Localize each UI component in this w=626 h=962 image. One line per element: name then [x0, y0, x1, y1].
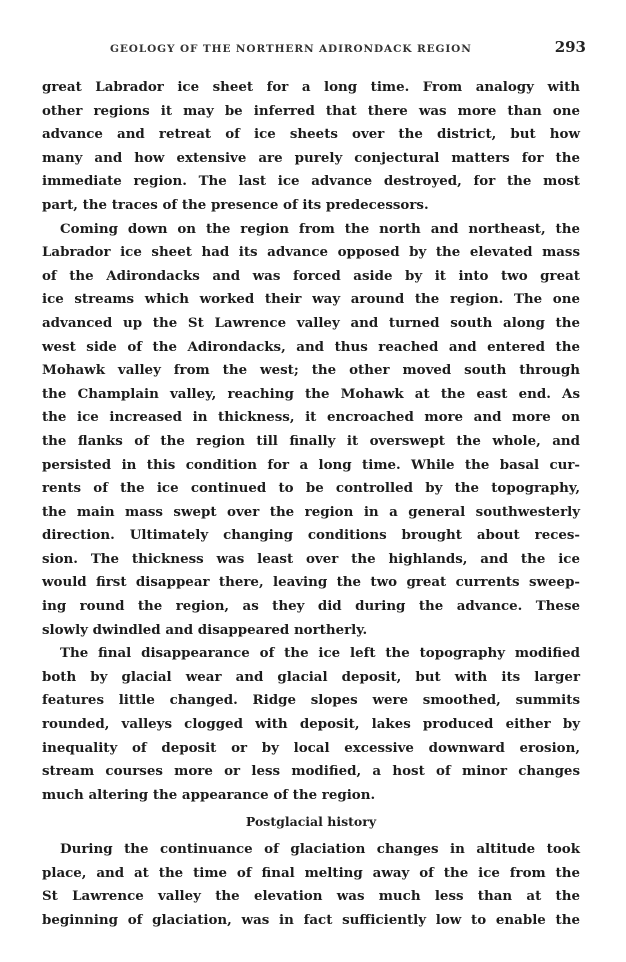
- text-line: would first disappear there, leaving the two great currents sweep-: [42, 574, 580, 591]
- page-header: [110, 38, 586, 56]
- text-line: During the continuance of glaciation changes in altitude took: [60, 841, 580, 857]
- running-head: GEOLOGY OF THE NORTHERN ADIRONDACK REGION: [110, 43, 472, 55]
- text-line: great Labrador ice sheet for a long time. From analogy with: [42, 79, 580, 95]
- text-line: both by glacial wear and glacial deposit, but with its larger: [42, 668, 580, 685]
- text-line: west side of the Adirondacks, and thus reached and entered the: [42, 338, 580, 355]
- text-line: Mohawk valley from the west; the other moved south through: [42, 362, 580, 379]
- text-line: the main mass swept over the region in a general southwesterly: [42, 503, 580, 520]
- text-line: inequality of deposit or by local excessive downward erosion,: [42, 739, 580, 756]
- section-heading: Postglacial history: [245, 814, 377, 830]
- text-line: the flanks of the region till finally it overswept the whole, and: [42, 432, 580, 449]
- text-line: ice streams which worked their way around the region. The one: [42, 291, 580, 308]
- text-line: the ice increased in thickness, it encroached more and more on: [42, 409, 580, 426]
- text-line: sion. The thickness was least over the highlands, and the ice: [42, 550, 580, 567]
- paragraph: [42, 642, 580, 807]
- text-line: direction. Ultimately changing conditions brought about reces-: [42, 527, 580, 544]
- text-line: features little changed. Ridge slopes were smoothed, summits: [42, 692, 580, 709]
- text-line: much altering the appearance of the region.: [42, 786, 376, 803]
- text-line: Labrador ice sheet had its advance opposed by the elevated mass: [42, 244, 580, 261]
- text-line: stream courses more or less modified, a host of minor changes: [42, 763, 580, 780]
- text-line: rounded, valleys clogged with deposit, lakes produced either by: [42, 716, 580, 733]
- text-line: Coming down on the region from the north and northeast, the: [60, 220, 580, 237]
- text-line: place, and at the time of final melting away of the ice from the: [42, 864, 580, 881]
- text-line: part, the traces of the presence of its predecessors.: [42, 196, 429, 213]
- text-line: many and how extensive are purely conjectural matters for the: [42, 149, 580, 166]
- paragraph: [42, 76, 580, 218]
- text-line: rents of the ice continued to be controlled by the topography,: [42, 480, 580, 497]
- text-line: persisted in this condition for a long time. While the basal cur-: [42, 456, 580, 473]
- text-line: advance and retreat of ice sheets over the district, but how: [42, 126, 580, 143]
- text-line: slowly dwindled and disappeared northerly.: [42, 621, 368, 638]
- text-line: beginning of glaciation, was in fact sufficiently low to enable the: [42, 911, 580, 928]
- text-line: the Champlain valley, reaching the Mohawk at the east end. As: [42, 385, 580, 402]
- text-line: St Lawrence valley the elevation was much less than at the: [42, 888, 580, 905]
- text-line: advanced up the St Lawrence valley and turned south along the: [42, 314, 580, 331]
- text-line: ing round the region, as they did during the advance. These: [42, 598, 580, 615]
- page-number: 293: [554, 38, 586, 56]
- paragraph: [42, 218, 580, 643]
- page-body: [42, 76, 580, 932]
- text-line: other regions it may be inferred that there was more than one: [42, 102, 580, 119]
- text-line: The final disappearance of the ice left the topography modified: [60, 645, 580, 662]
- paragraph: [42, 838, 580, 932]
- text-line: of the Adirondacks and was forced aside by it into two great: [42, 267, 580, 284]
- text-line: immediate region. The last ice advance destroyed, for the most: [42, 173, 580, 190]
